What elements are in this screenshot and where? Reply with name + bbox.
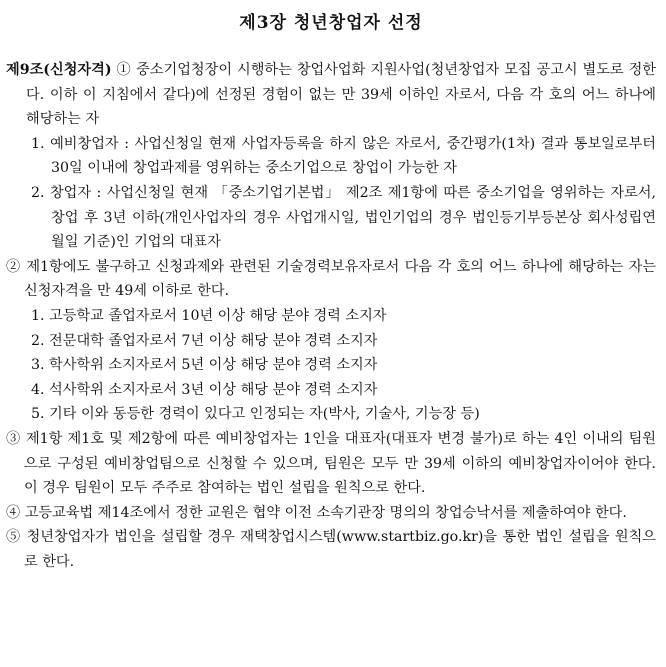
list-item: 1. 고등학교 졸업자로서 10년 이상 해당 분야 경력 소지자 bbox=[31, 307, 387, 324]
list-item: 2. 전문대학 졸업자로서 7년 이상 해당 분야 경력 소지자 bbox=[31, 332, 378, 349]
list-item: 1. 예비창업자 : 사업신청일 현재 사업자등록을 하지 않은 자로서, 중간평가(1차) 결과 통보일로부터 30일 이내에 창업과제를 영위하는 중소기업으로 창업이 가능한 자 bbox=[31, 135, 656, 177]
list-item: 5. 기타 이와 동등한 경력이 있다고 인정되는 자(박사, 기술사, 기능장 등) bbox=[31, 406, 480, 423]
list-item: 4. 석사학위 소지자로서 3년 이상 해당 분야 경력 소지자 bbox=[31, 381, 378, 398]
list-item: 2. 창업자 : 사업신청일 현재 「중소기업기본법」 제2조 제1항에 따른 중소기업을 영위하는 자로서, 창업 후 3년 이하(개인사업자의 경우 사업개시일, 법인기업의 경우 법인등기부등본상 회사성립연월일 기준)인 기업의 대표자 bbox=[31, 184, 656, 251]
article-heading: 제9조(신청자격) bbox=[6, 62, 112, 78]
paragraph-1-list bbox=[6, 132, 656, 255]
paragraph-3: ③ 제1항 제1호 및 제2항에 따른 예비창업자는 1인을 대표자(대표자 변경 불가)로 하는 4인 이내의 팀원으로 구성된 예비창업팀으로 신청할 수 있으며, 팀원은 모두 만 39세 이하의 예비창업자이어야 한다. 이 경우 팀원이 모두 주주로 참여하는 법인 설립을 원칙으로 한다. bbox=[6, 430, 656, 497]
paragraph-2: ② 제1항에도 불구하고 신청과제와 관련된 기술경력보유자로서 다음 각 호의 어느 하나에 해당하는 자는 신청자격을 만 49세 이하로 한다. bbox=[6, 258, 656, 300]
chapter-title: 제3장 청년창업자 선정 bbox=[239, 13, 423, 33]
paragraph-4: ④ 고등교육법 제14조에서 정한 교원은 협약 이전 소속기관장 명의의 창업승낙서를 제출하여야 한다. bbox=[6, 504, 627, 521]
article-9-paragraph-1 bbox=[6, 58, 656, 132]
paragraph-2-list bbox=[6, 304, 656, 427]
paragraph-5: ⑤ 청년창업자가 법인을 설립할 경우 재택창업시스템(www.startbiz.go.kr)을 통한 법인 설립을 원칙으로 한다. bbox=[6, 529, 656, 570]
list-item: 3. 학사학위 소지자로서 5년 이상 해당 분야 경력 소지자 bbox=[31, 357, 378, 374]
paragraph-1-text: ① 중소기업청장이 시행하는 창업사업화 지원사업(청년창업자 모집 공고시 별도로 정한다. 이하 이 지침에서 같다)에 선정된 경험이 없는 만 39세 이하인 자로서, 다음 각 호의 어느 하나에 해당하는 자 bbox=[26, 62, 657, 128]
